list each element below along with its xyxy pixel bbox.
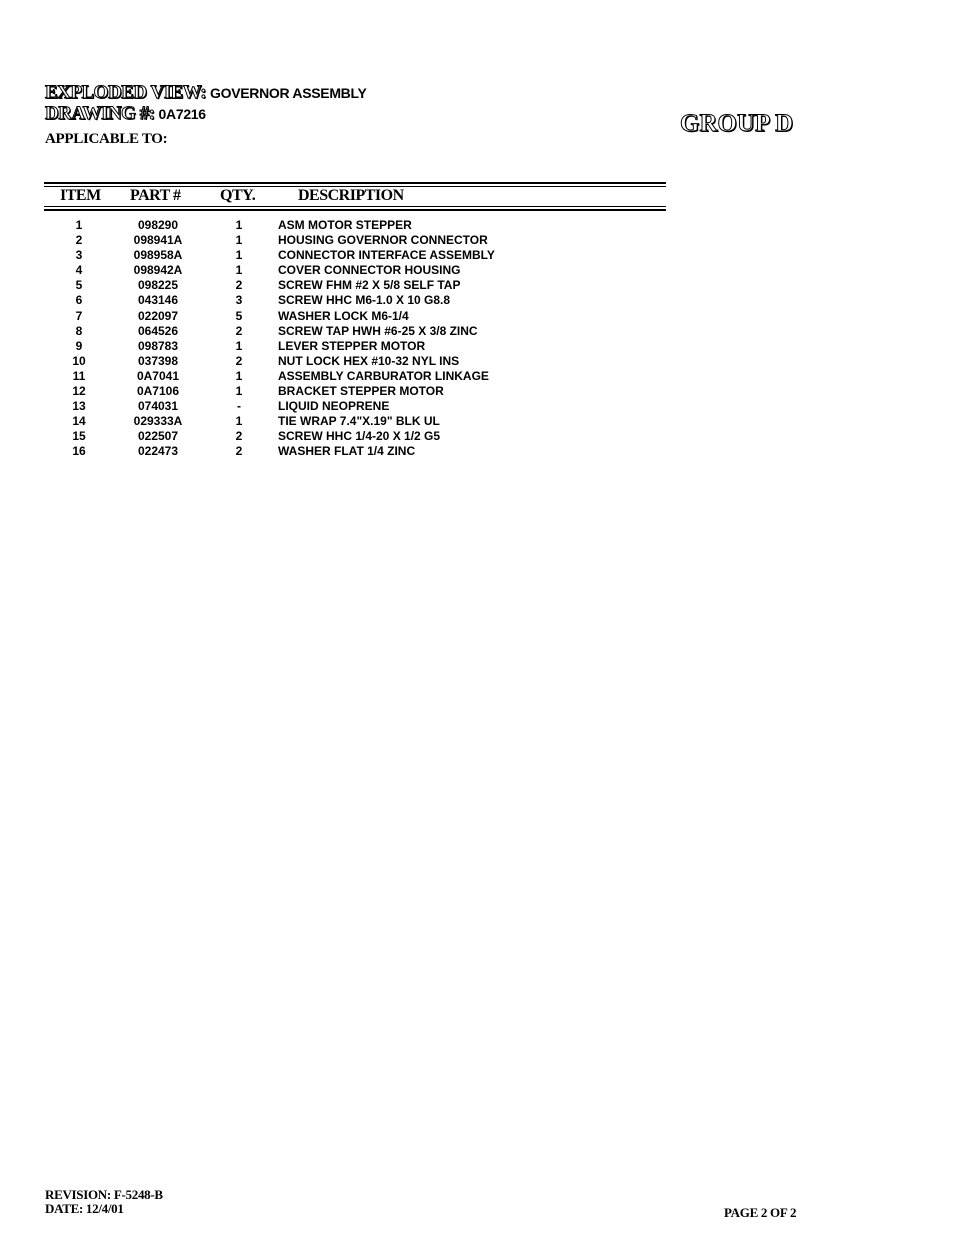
exploded-view-value: GOVERNOR ASSEMBLY [210, 85, 367, 101]
cell-quantity: 5 [235, 308, 243, 323]
drawing-number-label: DRAWING #: [45, 103, 155, 124]
cell-part-number: 074031 [137, 399, 179, 414]
cell-quantity: 1 [235, 233, 243, 248]
cell-quantity: 2 [235, 429, 243, 444]
cell-item: 12 [72, 384, 86, 399]
table-row [0, 324, 700, 339]
cell-part-number: 098942A [133, 263, 183, 278]
cell-quantity: 1 [235, 414, 243, 429]
cell-quantity: 1 [235, 263, 243, 278]
cell-item: 15 [72, 429, 86, 444]
exploded-view-heading [45, 82, 367, 104]
table-row [0, 248, 700, 263]
cell-description: LEVER STEPPER MOTOR [278, 338, 426, 353]
cell-item: 10 [72, 353, 86, 368]
table-row [0, 399, 700, 414]
cell-item: 1 [75, 218, 83, 232]
cell-item: 5 [75, 278, 83, 293]
cell-description: BRACKET STEPPER MOTOR [278, 384, 444, 399]
group-label: GROUP D [680, 110, 794, 137]
cell-item: 7 [75, 308, 83, 323]
column-header-part: PART # [130, 187, 181, 204]
cell-part-number: 098783 [137, 338, 179, 353]
cell-part-number: 098290 [137, 218, 179, 232]
cell-description: SCREW HHC M6-1.0 X 10 G8.8 [278, 293, 451, 308]
cell-description: SCREW HHC 1/4-20 X 1/2 G5 [278, 429, 441, 444]
cell-part-number: 022473 [137, 444, 179, 459]
cell-description: ASSEMBLY CARBURATOR LINKAGE [278, 368, 489, 383]
cell-quantity: 3 [235, 293, 243, 308]
cell-quantity: 2 [235, 444, 243, 459]
parts-list-table [0, 218, 700, 460]
cell-description: SCREW FHM #2 X 5/8 SELF TAP [278, 278, 461, 293]
cell-part-number: 037398 [137, 353, 179, 368]
cell-description: WASHER LOCK M6-1/4 [278, 308, 409, 323]
cell-part-number: 029333A [133, 414, 183, 429]
cell-item: 3 [75, 248, 83, 263]
column-header-qty: QTY. [220, 187, 256, 204]
cell-description: SCREW TAP HWH #6-25 X 3/8 ZINC [278, 323, 478, 338]
revision-label: REVISION: F-5248-B [45, 1187, 163, 1202]
cell-part-number: 0A7041 [136, 368, 180, 383]
cell-item: 13 [72, 399, 86, 414]
cell-quantity: 2 [235, 323, 243, 338]
table-row [0, 369, 700, 384]
table-row [0, 233, 700, 248]
page-number: PAGE 2 OF 2 [724, 1205, 797, 1220]
cell-item: 2 [75, 233, 83, 248]
table-row [0, 293, 700, 308]
column-header-item: ITEM [60, 187, 101, 204]
cell-quantity: 1 [235, 338, 243, 353]
cell-quantity: 2 [235, 278, 243, 293]
cell-description: NUT LOCK HEX #10-32 NYL INS [278, 353, 460, 368]
table-header-rule-bottom [44, 209, 666, 211]
table-header-rule-bottom-thin [44, 206, 666, 207]
date-label: DATE: 12/4/01 [45, 1201, 124, 1216]
cell-part-number: 022097 [137, 308, 179, 323]
drawing-number-value: 0A7216 [158, 106, 206, 122]
cell-part-number: 064526 [137, 323, 179, 338]
cell-quantity: 1 [235, 248, 243, 263]
cell-item: 8 [75, 323, 83, 338]
cell-quantity: 1 [235, 384, 243, 399]
applicable-to-label: APPLICABLE TO: [45, 131, 168, 147]
cell-quantity: - [237, 399, 241, 414]
cell-part-number: 043146 [137, 293, 179, 308]
table-row [0, 444, 700, 459]
cell-description: COVER CONNECTOR HOUSING [278, 263, 461, 278]
cell-part-number: 098958A [133, 248, 183, 263]
table-row [0, 384, 700, 399]
cell-description: ASM MOTOR STEPPER [278, 218, 412, 232]
cell-quantity: 1 [235, 368, 243, 383]
cell-description: HOUSING GOVERNOR CONNECTOR [278, 233, 488, 248]
cell-item: 14 [72, 414, 86, 429]
drawing-number-heading [45, 103, 206, 125]
cell-description: TIE WRAP 7.4"X.19" BLK UL [278, 414, 440, 429]
cell-description: LIQUID NEOPRENE [278, 399, 390, 414]
cell-part-number: 098225 [137, 278, 179, 293]
cell-description: CONNECTOR INTERFACE ASSEMBLY [278, 248, 495, 263]
table-row [0, 309, 700, 324]
table-row [0, 354, 700, 369]
cell-part-number: 098941A [133, 233, 183, 248]
table-row [0, 278, 700, 293]
table-row [0, 339, 700, 354]
cell-item: 4 [75, 263, 83, 278]
cell-item: 6 [75, 293, 83, 308]
cell-item: 9 [75, 338, 83, 353]
cell-quantity: 1 [235, 218, 243, 232]
exploded-view-label: EXPLODED VIEW: [45, 82, 207, 103]
cell-part-number: 022507 [137, 429, 179, 444]
cell-description: WASHER FLAT 1/4 ZINC [278, 444, 416, 459]
table-row [0, 218, 700, 233]
cell-part-number: 0A7106 [136, 384, 180, 399]
table-row [0, 429, 700, 444]
cell-item: 16 [72, 444, 86, 459]
column-header-description: DESCRIPTION [298, 187, 404, 204]
cell-item: 11 [72, 368, 86, 383]
table-row [0, 414, 700, 429]
table-row [0, 263, 700, 278]
cell-quantity: 2 [235, 353, 243, 368]
table-header-rule-top [44, 182, 666, 184]
